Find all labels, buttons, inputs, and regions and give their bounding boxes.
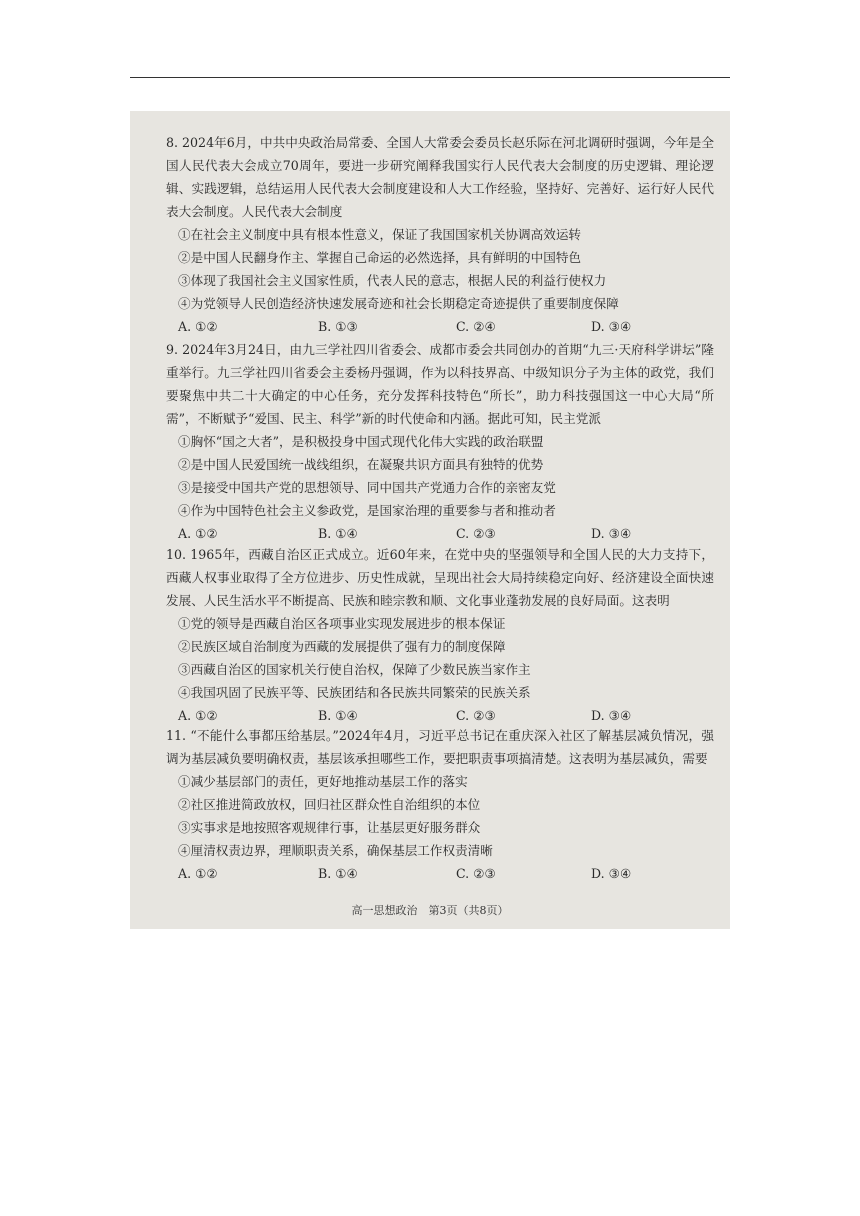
option-1: ①减少基层部门的责任，更好地推动基层工作的落实 [178,774,468,789]
choice-c: C. ②③ [456,526,496,541]
question-11 [166,724,714,885]
option-4: ④厘清权责边界，理顺职责关系，确保基层工作权责清晰 [178,843,493,858]
choice-a: A. ①② [178,526,218,541]
option-4: ④我国巩固了民族平等、民族团结和各民族共同繁荣的民族关系 [178,685,531,700]
choice-d: D. ③④ [591,708,632,723]
question-stem: 9. 2024年3月24日，由九三学社四川省委会、成都市委会共同创办的首期“九三·天府科学讲坛”隆重举行。九三学社四川省委会主委杨丹强调，作为以科技界高、中级知识分子为主体的政党，我们要聚焦中共二十大确定的中心任务，充分发挥科技特色“所长”，助力科技强国这一中心大局“所需”，不断赋予“爱国、民主、科学”新的时代使命和内涵。据此可知，民主党派 [166,342,714,426]
option-1: ①在社会主义制度中具有根本性意义，保证了我国国家机关协调高效运转 [178,227,581,242]
choice-c: C. ②③ [456,866,496,881]
choice-b: B. ①④ [318,526,358,541]
choice-d: D. ③④ [591,319,632,334]
answer-choices [166,522,714,545]
choice-d: D. ③④ [591,866,632,881]
question-stem: 11. “不能什么事都压给基层。”2024年4月，习近平总书记在重庆深入社区了解基层减负情况，强调为基层减负要明确权责，基层该承担哪些工作，要把职责事项搞清楚。这表明为基层减负，需要 [166,728,714,766]
page-header-rule [130,77,730,78]
option-4: ④作为中国特色社会主义参政党，是国家治理的重要参与者和推动者 [178,503,556,518]
choice-b: B. ①④ [318,866,358,881]
page-footer: 高一思想政治 第3页（共8页） [351,904,509,917]
option-3: ③是接受中国共产党的思想领导、同中国共产党通力合作的亲密友党 [178,480,556,495]
option-1: ①党的领导是西藏自治区各项事业实现发展进步的根本保证 [178,616,506,631]
question-10 [166,543,714,727]
question-9 [166,338,714,545]
option-3: ③西藏自治区的国家机关行使自治权，保障了少数民族当家作主 [178,662,531,677]
choice-d: D. ③④ [591,526,632,541]
question-stem: 10. 1965年，西藏自治区正式成立。近60年来，在党中央的坚强领导和全国人民的大力支持下，西藏人权事业取得了全方位进步、历史性成就，呈现出社会大局持续稳定向好、经济建设全面快速发展、人民生活水平不断提高、民族和睦宗教和顺、文化事业蓬勃发展的良好局面。这表明 [166,547,714,608]
scanned-exam-page [130,111,730,929]
option-1: ①胸怀“国之大者”，是积极投身中国式现代化伟大实践的政治联盟 [178,434,544,449]
question-8 [166,131,714,338]
option-2: ②是中国人民爱国统一战线组织，在凝聚共识方面具有独特的优势 [178,457,544,472]
choice-a: A. ①② [178,319,218,334]
question-stem: 8. 2024年6月，中共中央政治局常委、全国人大常委会委员长赵乐际在河北调研时强调，今年是全国人民代表大会成立70周年，要进一步研究阐释我国实行人民代表大会制度的历史逻辑、理论逻辑、实践逻辑，总结运用人民代表大会制度建设和人大工作经验，坚持好、完善好、运行好人民代表大会制度。人民代表大会制度 [166,135,714,219]
option-3: ③体现了我国社会主义国家性质，代表人民的意志，根据人民的利益行使权力 [178,273,607,288]
choice-c: C. ②③ [456,708,496,723]
option-4: ④为党领导人民创造经济快速发展奇迹和社会长期稳定奇迹提供了重要制度保障 [178,296,619,311]
option-2: ②民族区域自治制度为西藏的发展提供了强有力的制度保障 [178,639,506,654]
choice-c: C. ②④ [456,319,496,334]
choice-a: A. ①② [178,708,218,723]
option-3: ③实事求是地按照客观规律行事，让基层更好服务群众 [178,820,481,835]
choice-a: A. ①② [178,866,218,881]
answer-choices [166,315,714,338]
option-2: ②社区推进简政放权，回归社区群众性自治组织的本位 [178,797,481,812]
option-2: ②是中国人民翻身作主、掌握自己命运的必然选择，具有鲜明的中国特色 [178,250,581,265]
choice-b: B. ①③ [318,319,358,334]
choice-b: B. ①④ [318,708,358,723]
answer-choices [166,862,714,885]
